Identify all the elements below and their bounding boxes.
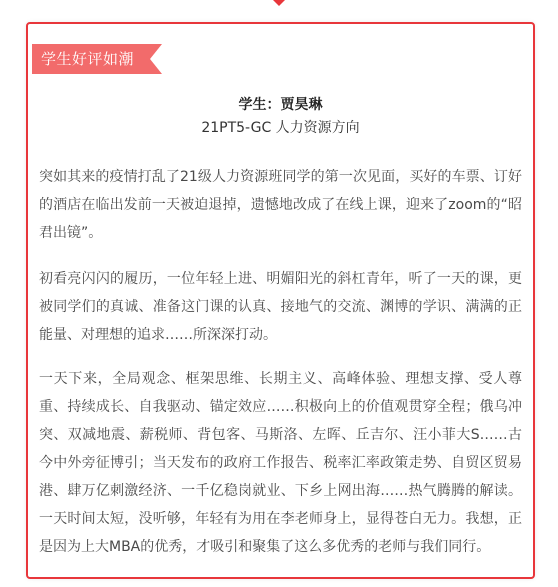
- testimonial-card: [26, 22, 535, 579]
- student-class: 21PT5-GC 人力资源方向: [201, 120, 360, 136]
- student-name: 学生：贾昊琳: [238, 97, 323, 113]
- testimonial-paragraph-1: 突如其来的疫情打乱了21级人力资源班同学的第一次见面，买好的车票、订好的酒店在临出发前一天被迫退掉，遗憾地改成了在线上课，迎来了zoom的“昭君出镜”。: [39, 169, 522, 241]
- top-arrow-marker: [273, 0, 285, 6]
- section-badge-label: 学生好评如潮: [32, 44, 150, 74]
- section-badge: [32, 44, 150, 74]
- testimonial-paragraph-2: 初看亮闪闪的履历，一位年轻上进、明媚阳光的斜杠青年，听了一天的课，更被同学们的真诚、准备这门课的认真、接地气的交流、渊博的学识、满满的正能量、对理想的追求……所深深打动。: [39, 271, 522, 343]
- testimonial-paragraph-3: 一天下来，全局观念、框架思维、长期主义、高峰体验、理想支撑、受人尊重、持续成长、自我驱动、锚定效应……积极向上的价值观贯穿全程；俄乌冲突、双减地震、薪税师、背包客、马斯洛、左晖、丘吉尔、汪小菲大S……古今中外旁征博引；当天发布的政府工作报告、税率汇率政策走势、自贸区贸易港、肆万亿刺激经济、一千亿稳岗就业、下乡上网出海……热气腾腾的解读。一天时间太短，没听够，年轻有为用在李老师身上，显得苍白无力。我想，正是因为上大MBA的优秀，才吸引和聚集了这么多优秀的老师与我们同行。: [39, 371, 522, 555]
